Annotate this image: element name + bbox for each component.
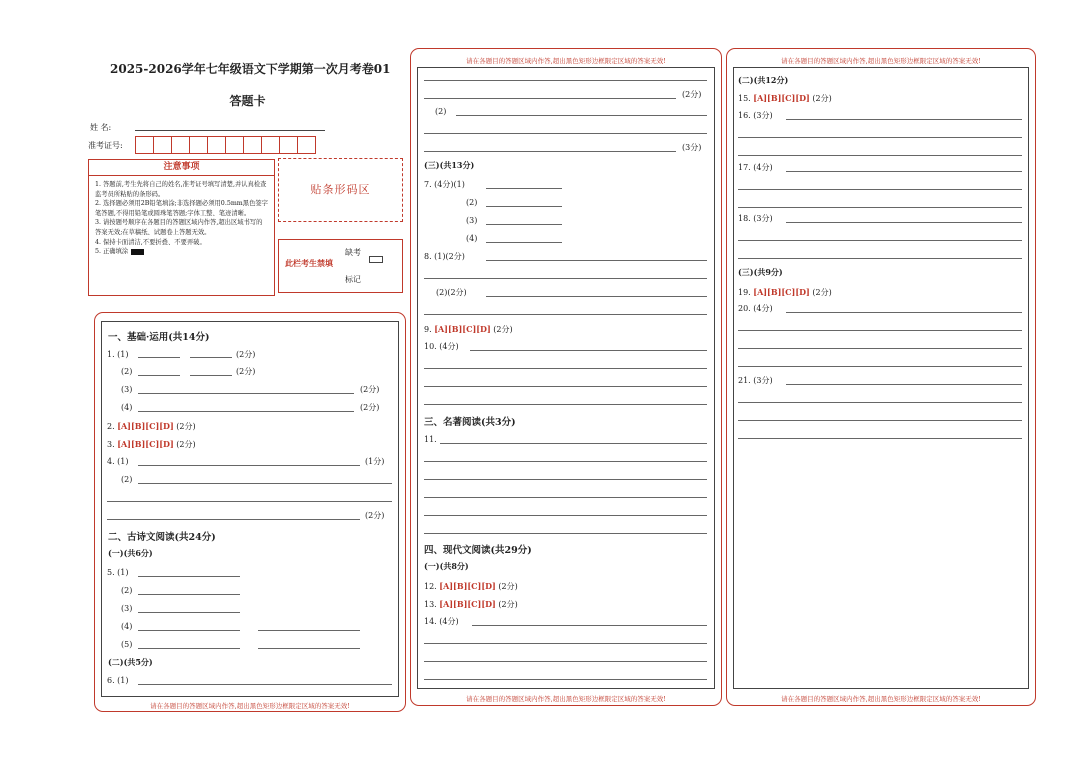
answer-area-col3 [733, 67, 1029, 689]
subsection-title: (二)(共12分) [738, 75, 789, 85]
answer-line[interactable] [738, 189, 1022, 190]
answer-line[interactable] [258, 648, 360, 649]
q7-4-label: (4) [466, 234, 478, 243]
mark-text: 标记 [345, 275, 361, 284]
q15-row [738, 92, 832, 105]
answer-line[interactable] [738, 330, 1022, 331]
answer-line[interactable] [258, 630, 360, 631]
section-1-title: 一、基础·运用(共14分) [108, 332, 210, 343]
answer-card-title: 答题卡 [229, 94, 266, 108]
answer-line[interactable] [190, 375, 232, 376]
q8-1-label: 8. (1)(2分) [424, 252, 465, 261]
choice-options[interactable]: [A][B][C][D] [439, 581, 496, 591]
answer-line[interactable] [738, 155, 1022, 156]
answer-line[interactable] [486, 206, 562, 207]
answer-line[interactable] [738, 137, 1022, 138]
q1-1-label: 1. (1) [107, 350, 129, 359]
fill-example-label: 5. 正确填涂 [95, 248, 129, 256]
subsection-title: (一)(共6分) [108, 548, 153, 558]
points: (2分) [498, 600, 518, 609]
q1-2-label: (2) [121, 367, 133, 376]
id-number-boxes[interactable] [135, 136, 315, 154]
subsection-title: (一)(共8分) [424, 561, 469, 571]
choice-options[interactable]: [A][B][C][D] [117, 421, 174, 431]
answer-line[interactable] [424, 151, 676, 152]
q10-label: 10. (4分) [424, 342, 459, 351]
choice-options[interactable]: [A][B][C][D] [117, 439, 174, 449]
absent-text: 缺考 [345, 248, 361, 257]
points: (2分) [176, 440, 196, 449]
barcode-area: 贴条形码区 [278, 158, 403, 222]
answer-line[interactable] [138, 357, 180, 358]
notice-box [88, 159, 275, 296]
q4-1-label: 4. (1) [107, 457, 129, 466]
q7-3-label: (3) [466, 216, 478, 225]
answer-line[interactable] [786, 312, 1022, 313]
q6-1-label: 6. (1) [107, 676, 129, 685]
answer-line[interactable] [786, 384, 1022, 385]
warning-text: 请在各题目的答题区域内作答,超出黑色矩形边框限定区域的答案无效! [781, 695, 981, 703]
id-label: 准考证号: [88, 141, 123, 150]
name-label: 姓 名: [90, 123, 112, 132]
answer-line[interactable] [424, 133, 707, 134]
absent-note: 此栏考生禁填 [285, 258, 333, 268]
answer-line[interactable] [424, 314, 707, 315]
name-field[interactable] [135, 130, 325, 131]
warning-text: 请在各题目的答题区域内作答,超出黑色矩形边框限定区域的答案无效! [781, 57, 981, 65]
q12-label: 12. [424, 582, 437, 591]
answer-line[interactable] [738, 207, 1022, 208]
answer-line[interactable] [138, 648, 240, 649]
warning-text: 请在各题目的答题区域内作答,超出黑色矩形边框限定区域的答案无效! [150, 702, 350, 710]
answer-line[interactable] [738, 348, 1022, 349]
answer-line[interactable] [138, 612, 240, 613]
notice-heading: 注意事项 [89, 160, 274, 176]
q8-2-label: (2)(2分) [436, 288, 467, 297]
choice-options[interactable]: [A][B][C][D] [753, 287, 810, 297]
points: (2分) [493, 325, 513, 334]
answer-line[interactable] [424, 679, 707, 680]
q20-label: 20. (4分) [738, 304, 773, 313]
answer-line[interactable] [440, 443, 707, 444]
answer-line[interactable] [138, 465, 360, 466]
answer-line[interactable] [107, 501, 392, 502]
answer-line[interactable] [190, 357, 232, 358]
notice-item: 1. 答题前,考生先将自己的姓名,准考证号填写清楚,并认真检查监考员所粘贴的条形码。 [95, 181, 267, 198]
answer-line[interactable] [470, 350, 707, 351]
choice-options[interactable]: [A][B][C][D] [439, 599, 496, 609]
q16-label: 16. (3分) [738, 111, 773, 120]
absent-checkbox[interactable] [369, 256, 383, 263]
points: (2分) [360, 385, 380, 394]
exam-title: 2025-2026学年七年级语文下学期第一次月考卷01 [110, 62, 391, 76]
notice-item-fill [95, 247, 268, 257]
subsection-title: (三)(共13分) [424, 160, 475, 170]
answer-line[interactable] [786, 171, 1022, 172]
points: (2分) [682, 90, 702, 99]
points: (2分) [812, 94, 832, 103]
section-3-title: 三、名著阅读(共3分) [424, 417, 516, 428]
answer-line[interactable] [138, 684, 392, 685]
points: (3分) [682, 143, 702, 152]
q19-label: 19. [738, 288, 751, 297]
answer-line[interactable] [738, 366, 1022, 367]
answer-line[interactable] [486, 242, 562, 243]
answer-line[interactable] [486, 224, 562, 225]
q7-1-label: 7. (4分)(1) [424, 180, 465, 189]
q4-2-label: (2) [121, 475, 133, 484]
q2-row [107, 420, 196, 433]
notice-item: 3. 请按题号顺序在各题目的答题区域内作答,超出区域书写的答案无效;在草稿纸、试题卷上答题无效。 [95, 219, 263, 236]
answer-line[interactable] [738, 240, 1022, 241]
q13-label: 13. [424, 600, 437, 609]
q1-3-label: (3) [121, 385, 133, 394]
q18-label: 18. (3分) [738, 214, 773, 223]
points: (2分) [176, 422, 196, 431]
answer-line[interactable] [424, 533, 707, 534]
answer-line[interactable] [138, 630, 240, 631]
subsection-title: (二)(共5分) [108, 657, 153, 667]
answer-line[interactable] [138, 393, 354, 394]
q9-label: 9. [424, 325, 432, 334]
points: (2分) [812, 288, 832, 297]
q17-label: 17. (4分) [738, 163, 773, 172]
answer-line[interactable] [138, 411, 354, 412]
q12-row [424, 580, 518, 593]
section-4-title: 四、现代文阅读(共29分) [424, 545, 532, 556]
answer-line[interactable] [472, 625, 707, 626]
answer-line[interactable] [738, 438, 1022, 439]
q14-label: 14. (4分) [424, 617, 459, 626]
points: (2分) [360, 403, 380, 412]
q21-label: 21. (3分) [738, 376, 773, 385]
answer-line[interactable] [786, 119, 1022, 120]
answer-line[interactable] [424, 404, 707, 405]
answer-line[interactable] [424, 386, 707, 387]
answer-line[interactable] [424, 368, 707, 369]
answer-line[interactable] [138, 483, 392, 484]
q9-row [424, 323, 513, 336]
q3-label: 3. [107, 440, 115, 449]
q3-row [107, 438, 196, 451]
answer-line[interactable] [738, 402, 1022, 403]
answer-line[interactable] [486, 296, 707, 297]
answer-line[interactable] [424, 643, 707, 644]
q19-row [738, 286, 832, 299]
points: (2分) [236, 350, 256, 359]
answer-line[interactable] [424, 479, 707, 480]
answer-line[interactable] [424, 515, 707, 516]
answer-line[interactable] [424, 98, 676, 99]
answer-line[interactable] [138, 594, 240, 595]
answer-line[interactable] [486, 260, 707, 261]
choice-options[interactable]: [A][B][C][D] [753, 93, 810, 103]
answer-line[interactable] [486, 188, 562, 189]
answer-line[interactable] [424, 278, 707, 279]
absent-box [278, 239, 403, 293]
answer-line[interactable] [424, 497, 707, 498]
q7-2-label: (2) [466, 198, 478, 207]
warning-text: 请在各题目的答题区域内作答,超出黑色矩形边框限定区域的答案无效! [466, 57, 666, 65]
filled-mark-icon [131, 249, 144, 255]
q11-label: 11. [424, 435, 437, 444]
answer-line[interactable] [424, 80, 707, 81]
q15-label: 15. [738, 94, 751, 103]
q5-2-label: (2) [121, 586, 133, 595]
choice-options[interactable]: [A][B][C][D] [434, 324, 491, 334]
q5-4-label: (4) [121, 622, 133, 631]
warning-text: 请在各题目的答题区域内作答,超出黑色矩形边框限定区域的答案无效! [466, 695, 666, 703]
q5-3-label: (3) [121, 604, 133, 613]
q5-1-label: 5. (1) [107, 568, 129, 577]
answer-line[interactable] [786, 222, 1022, 223]
answer-line[interactable] [138, 576, 240, 577]
answer-line[interactable] [107, 519, 360, 520]
notice-item: 2. 选择题必须用2B铅笔填涂;非选择题必须用0.5mm黑色签字笔答题,不得用铅笔或圆珠笔答题;字体工整、笔迹清晰。 [95, 200, 268, 217]
points: (2分) [498, 582, 518, 591]
answer-line[interactable] [456, 115, 707, 116]
answer-line[interactable] [738, 258, 1022, 259]
points: (2分) [365, 511, 385, 520]
answer-line[interactable] [738, 420, 1022, 421]
section-2-title: 二、古诗文阅读(共24分) [108, 532, 216, 543]
answer-line[interactable] [424, 661, 707, 662]
answer-line[interactable] [424, 461, 707, 462]
q5-5-label: (5) [121, 640, 133, 649]
q13-row [424, 598, 518, 611]
q6-2-label: (2) [435, 107, 447, 116]
answer-line[interactable] [138, 375, 180, 376]
q2-label: 2. [107, 422, 115, 431]
points: (2分) [236, 367, 256, 376]
notice-item: 4. 保持卡面清洁,不要折叠、不要弄破。 [95, 238, 206, 246]
q1-4-label: (4) [121, 403, 133, 412]
subsection-title: (三)(共9分) [738, 267, 783, 277]
points: (1分) [365, 457, 385, 466]
